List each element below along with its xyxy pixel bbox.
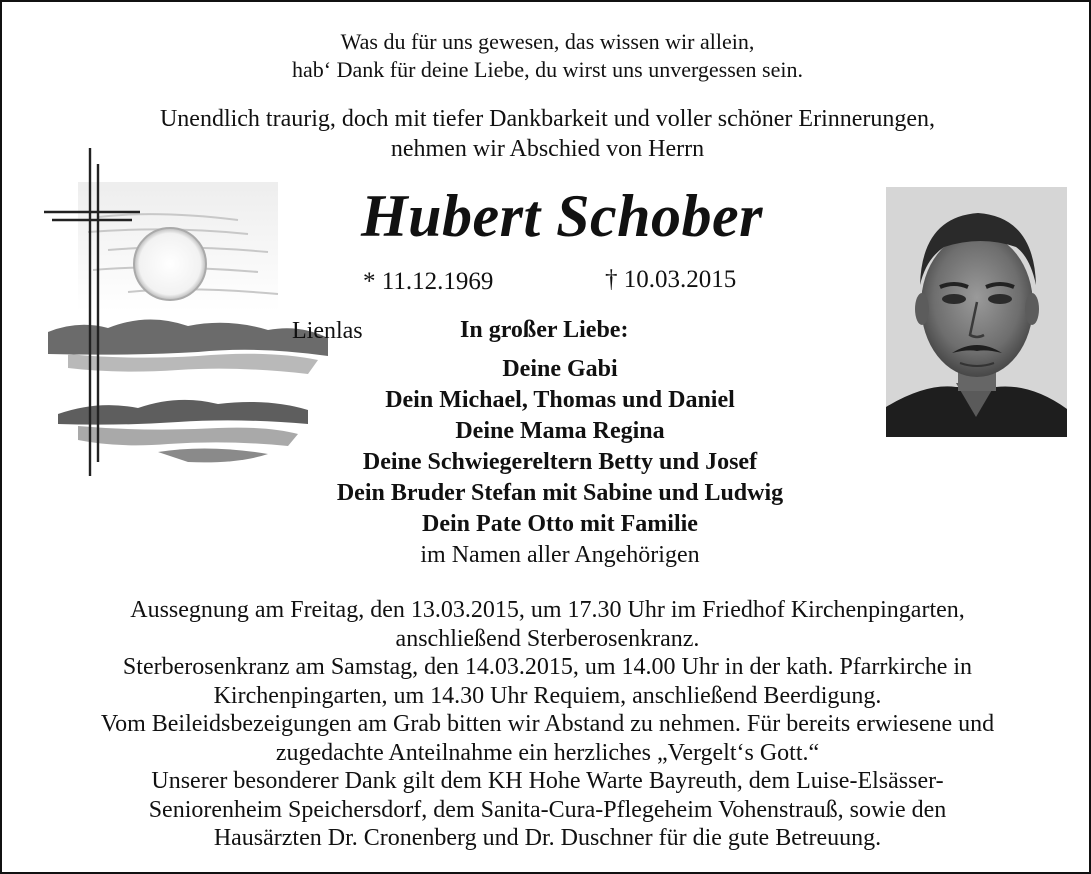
- mourner-entry: Deine Schwiegereltern Betty und Josef: [362, 449, 758, 475]
- birth-date: * 11.12.1969: [363, 268, 494, 295]
- announcement-line: Kirchenpingarten, um 14.30 Uhr Requiem, anschließend Beerdigung.: [213, 682, 882, 709]
- announcement-line: zugedachte Anteilnahme ein herzliches „Vergelt‘s Gott.“: [275, 739, 820, 766]
- death-date: † 10.03.2015: [605, 266, 737, 293]
- mourner-entry: Dein Michael, Thomas und Daniel: [385, 387, 735, 413]
- mourner-entry: Dein Pate Otto mit Familie: [422, 511, 698, 537]
- mourners-list: [232, 354, 888, 571]
- memorial-quote: [2, 28, 1091, 84]
- announcement-line: Aussegnung am Freitag, den 13.03.2015, um 17.30 Uhr im Friedhof Kirchenpingarten,: [130, 597, 965, 623]
- quote-line: hab‘ Dank für deine Liebe, du wirst uns unvergessen sein.: [292, 57, 803, 82]
- sun-icon: [134, 228, 206, 300]
- intro-text: [2, 104, 1091, 164]
- mourner-entry: Dein Bruder Stefan mit Sabine und Ludwig: [336, 480, 784, 506]
- portrait-photo: [886, 187, 1067, 437]
- intro-line: nehmen wir Abschied von Herrn: [390, 136, 705, 162]
- announcement-line: Unserer besonderer Dank gilt dem KH Hohe Warte Bayreuth, dem Luise-Elsässer-: [151, 768, 944, 794]
- mourner-entry: Deine Gabi: [502, 356, 618, 382]
- all-relatives-line: im Namen aller Angehörigen: [420, 542, 700, 568]
- in-great-love-label: In großer Liebe:: [460, 317, 629, 343]
- announcement-line: Seniorenheim Speichersdorf, dem Sanita-Cura-Pflegeheim Vohenstrauß, sowie den: [148, 796, 947, 823]
- announcement-line: Hausärzten Dr. Cronenberg und Dr. Duschner für die gute Betreuung.: [213, 825, 882, 851]
- mourner-entry: Deine Mama Regina: [455, 418, 665, 444]
- announcement-line: Sterberosenkranz am Samstag, den 14.03.2015, um 14.00 Uhr in der kath. Pfarrkirche in: [122, 654, 973, 680]
- place-name: Lienlas: [292, 318, 363, 344]
- announcement-line: anschließend Sterberosenkranz.: [395, 625, 700, 652]
- funeral-announcement: [2, 596, 1091, 853]
- quote-line: Was du für uns gewesen, das wissen wir allein,: [340, 29, 755, 54]
- intro-line: Unendlich traurig, doch mit tiefer Dankbarkeit und voller schöner Erinnerungen,: [159, 106, 936, 132]
- deceased-name: Hubert Schober: [360, 183, 764, 249]
- announcement-line: Vom Beileidsbezeigungen am Grab bitten wir Abstand zu nehmen. Für bereits erwiesene und: [100, 711, 995, 737]
